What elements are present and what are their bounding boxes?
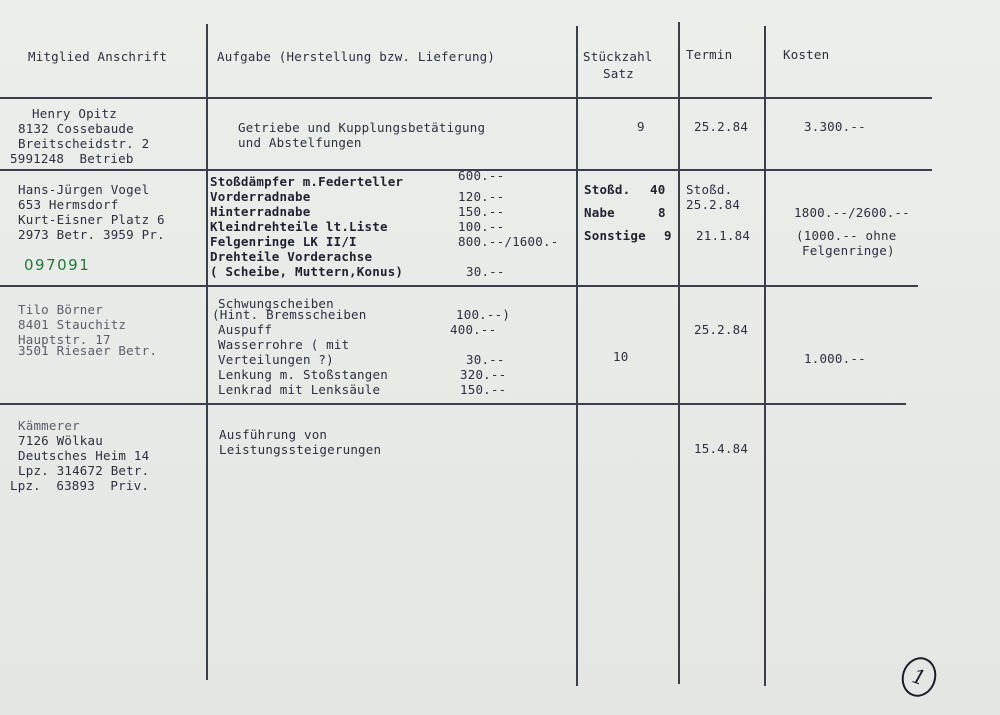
row-divider: [0, 97, 932, 99]
task-item: Felgenringe LK II/I: [210, 234, 357, 249]
task-item: Auspuff: [218, 322, 273, 337]
task-item: Stoßdämpfer m.Federteller: [210, 174, 404, 189]
task-item: Drehteile Vorderachse: [210, 249, 373, 264]
date-value: 25.2.84: [694, 119, 749, 134]
task-price: 120.--: [458, 189, 505, 204]
member-name: Kämmerer: [18, 418, 80, 433]
task-item: (Hint. Bremsscheiben: [212, 307, 367, 322]
handwritten-number: 097091: [24, 256, 91, 274]
header-date: Termin: [686, 47, 733, 62]
task-price: 800.--/1600.-: [458, 234, 559, 249]
task-price: 600.--: [458, 168, 505, 183]
cost-value: 1.000.--: [804, 351, 866, 366]
member-name: Henry Opitz: [32, 106, 117, 121]
task-line: und Abstelfungen: [238, 135, 362, 150]
column-divider: [206, 24, 208, 680]
task-price: 320.--: [460, 367, 507, 382]
task-price: 100.--: [458, 219, 505, 234]
header-member: Mitglied Anschrift: [28, 49, 168, 64]
member-name: Tilo Börner: [18, 302, 103, 317]
row-divider: [0, 285, 918, 287]
qty-value: 10: [613, 349, 629, 364]
member-street: Hauptstr. 17: [18, 332, 111, 347]
task-price: 30.--: [466, 352, 505, 367]
task-line: Leistungssteigerungen: [219, 442, 382, 457]
member-address: 8401 Stauchitz: [18, 317, 127, 332]
member-phone: 3501 Riesaer Betr.: [18, 343, 158, 358]
date-label: Stoßd.: [686, 182, 733, 197]
qty-value: 9: [637, 119, 645, 134]
qty-value: 9: [664, 228, 672, 243]
cost-value: 3.300.--: [804, 119, 866, 134]
task-item: Verteilungen ?): [218, 352, 334, 367]
task-price: 30.--: [466, 264, 505, 279]
member-address: 8132 Cossebaude: [18, 121, 134, 136]
cost-value: 1800.--/2600.--: [794, 205, 910, 220]
qty-label: Stoßd.: [584, 182, 631, 197]
task-line: Ausführung von: [219, 427, 328, 442]
task-item: Wasserrohre ( mit: [218, 337, 350, 352]
task-price: 150.--: [460, 382, 507, 397]
member-name: Hans-Jürgen Vogel: [18, 182, 150, 197]
task-price: 400.--: [450, 322, 497, 337]
task-item: Vorderradnabe: [210, 189, 311, 204]
date-value: 21.1.84: [696, 228, 751, 243]
member-phone: Lpz. 314672 Betr.: [18, 463, 150, 478]
task-price: 100.--): [456, 307, 511, 322]
member-phone: 5991248 Betrieb: [10, 151, 134, 166]
header-qty-unit: Satz: [603, 66, 634, 81]
cost-note: (1000.-- ohne: [796, 228, 897, 243]
member-street: Deutsches Heim 14: [18, 448, 150, 463]
task-item: Lenkrad mit Lenksäule: [218, 382, 381, 397]
task-item: ( Scheibe, Muttern,Konus): [210, 264, 404, 279]
task-price: 150.--: [458, 204, 505, 219]
task-item: Kleindrehteile lt.Liste: [210, 219, 388, 234]
task-item: Hinterradnabe: [210, 204, 311, 219]
date-value: 15.4.84: [694, 441, 749, 456]
column-divider: [678, 22, 680, 684]
header-cost: Kosten: [783, 47, 830, 62]
date-value: 25.2.84: [694, 322, 749, 337]
member-address: 653 Hermsdorf: [18, 197, 119, 212]
column-divider: [576, 26, 578, 686]
date-value: 25.2.84: [686, 197, 741, 212]
task-item: Schwungscheiben: [218, 296, 334, 311]
member-street: Breitscheidstr. 2: [18, 136, 150, 151]
header-qty: Stückzahl: [583, 49, 653, 64]
member-address: 7126 Wölkau: [18, 433, 103, 448]
member-phone: 2973 Betr. 3959 Pr.: [18, 227, 165, 242]
qty-value: 40: [650, 182, 666, 197]
row-divider: [0, 403, 906, 405]
member-phone: Lpz. 63893 Priv.: [10, 478, 150, 493]
task-line: Getriebe und Kupplungsbetätigung: [238, 120, 486, 135]
page-number: 1: [897, 653, 942, 702]
task-item: Lenkung m. Stoßstangen: [218, 367, 388, 382]
qty-value: 8: [658, 205, 666, 220]
cost-note: Felgenringe): [802, 243, 895, 258]
column-divider: [764, 26, 766, 686]
header-task: Aufgabe (Herstellung bzw. Lieferung): [217, 49, 496, 64]
member-street: Kurt-Eisner Platz 6: [18, 212, 165, 227]
qty-label: Nabe: [584, 205, 615, 220]
qty-label: Sonstige: [584, 228, 646, 243]
